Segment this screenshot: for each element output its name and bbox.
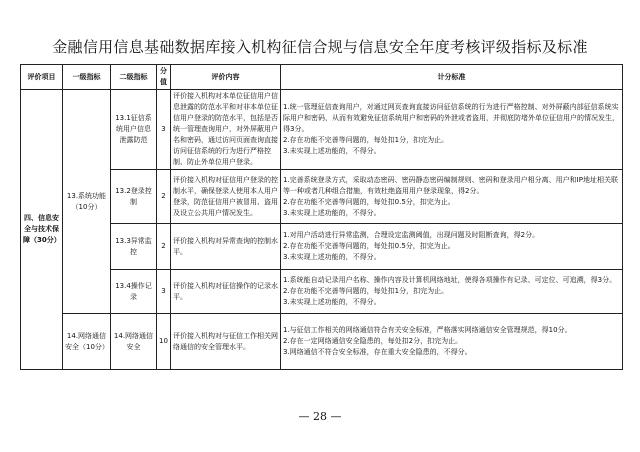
header-level1: 一级指标 xyxy=(63,65,111,90)
standard-line: 1.完善系统登录方式，采取动态密码、密码静态密码编制规则、密码和登录用户相分离、用户和IP地址相关联等一种或者几种组合措施，有效杜绝盗用用户登录现象，得2分。 xyxy=(283,175,618,195)
level2-cell: 13.2登录控制 xyxy=(111,170,157,224)
content-cell: 评价接入机构对征信操作的记录水平。 xyxy=(171,270,281,314)
table-row xyxy=(21,314,623,370)
header-level2: 二级指标 xyxy=(111,65,157,90)
table-row xyxy=(21,170,623,224)
content-cell: 评价接入机构对征信用户登录的控制水平，确保登录人使用本人用户登录，防范征信用户被冒用、盗用及设立公共用户情况发生。 xyxy=(171,170,281,224)
level2-cell: 13.3异常监控 xyxy=(111,224,157,270)
standard-line: 1.系统能自动记录用户名称、操作内容及计算机网络地址，使得各项操作有记录、可定位、可追溯，得3分。 xyxy=(283,276,617,284)
header-standard: 计分标准 xyxy=(281,65,623,90)
standard-cell xyxy=(281,314,623,370)
document-title: 金融信用信息基础数据库接入机构征信合规与信息安全年度考核评级指标及标准 xyxy=(52,38,588,56)
standard-cell xyxy=(281,224,623,270)
standard-cell xyxy=(281,170,623,224)
standard-line: 1.与征信工作相关的网络通信符合有关安全标准，严格落实网络通信安全管理规范，得10分。 xyxy=(283,326,572,334)
table-header-row xyxy=(21,65,623,90)
standard-line: 3.未实现上述功能的，不得分。 xyxy=(283,208,381,217)
table-row xyxy=(21,270,623,314)
standard-cell xyxy=(281,90,623,170)
standard-line: 2.存在功能不完善等问题的，每处扣0.5分，扣完为止。 xyxy=(283,197,455,206)
content-cell: 评价接入机构对本单位征信用户信息泄露的防范水平和对非本单位征信用户登录的防范水平，包括是否统一管理查询用户，对外屏蔽用户名和密码，通过访问页面查询直接访问征信系统的行为进行严格控制、防止外单位用户登录。 xyxy=(171,90,281,170)
level2-cell: 14.网络通信安全 xyxy=(111,314,157,370)
standard-line: 3.未实现上述功能的，不得分。 xyxy=(283,253,381,261)
standard-line: 2.存在功能不完善等问题的，每处扣1分，扣完为止。 xyxy=(283,136,449,144)
standard-line: 2.存在功能不完善等问题的，每处扣1分，扣完为止。 xyxy=(283,287,449,295)
evaluation-table xyxy=(20,64,623,370)
header-score: 分值 xyxy=(157,65,171,90)
standard-line: 3.未实现上述功能的，不得分。 xyxy=(283,147,381,155)
level2-cell: 13.1征信系统用户信息泄露防范 xyxy=(111,90,157,170)
score-cell: 10 xyxy=(157,314,171,370)
standard-line: 1.对用户活动进行异常监测，合理设定监测阈值，出现问题及时阻断查询，得2分。 xyxy=(283,231,540,239)
standard-cell xyxy=(281,270,623,314)
content-cell: 评价接入机构对异常查询的控制水平。 xyxy=(171,224,281,270)
table-row xyxy=(21,224,623,270)
standard-line: 2.存在一定网络通信安全隐患的，每处扣2分，扣完为止。 xyxy=(283,337,463,345)
standard-line: 3.网络通信不符合安全标准，存在重大安全隐患的，不得分。 xyxy=(283,348,472,356)
score-cell: 2 xyxy=(157,224,171,270)
level1-cell: 13.系统功能（10分） xyxy=(63,90,111,314)
content-cell: 评价接入机构对与征信工作相关网络通信的安全管理水平。 xyxy=(171,314,281,370)
table-row xyxy=(21,90,623,170)
level1-cell: 14.网络通信安全（10分） xyxy=(63,314,111,370)
level2-cell: 13.4操作记录 xyxy=(111,270,157,314)
standard-line: 1.统一管理征信查询用户，对通过网页查询直接访问征信系统的行为进行严格控制、对外屏蔽内部征信系统实际用户和密码，从而有效避免征信系统用户和密码的外泄或者盗用，并彻底防堵外单位征信用户的情况发生，得3分。 xyxy=(283,103,619,133)
page-number: — 28 — xyxy=(298,410,342,423)
score-cell: 2 xyxy=(157,170,171,224)
project-cell: 四、信息安全与技术保障（30分） xyxy=(21,90,63,370)
header-content: 评价内容 xyxy=(171,65,281,90)
standard-line: 3.未实现上述功能的，不得分。 xyxy=(283,298,381,306)
standard-line: 2.存在功能不完善等问题的，每处扣0.5分，扣完为止。 xyxy=(283,242,455,250)
header-project: 评价项目 xyxy=(21,65,63,90)
score-cell: 3 xyxy=(157,90,171,170)
score-cell: 3 xyxy=(157,270,171,314)
